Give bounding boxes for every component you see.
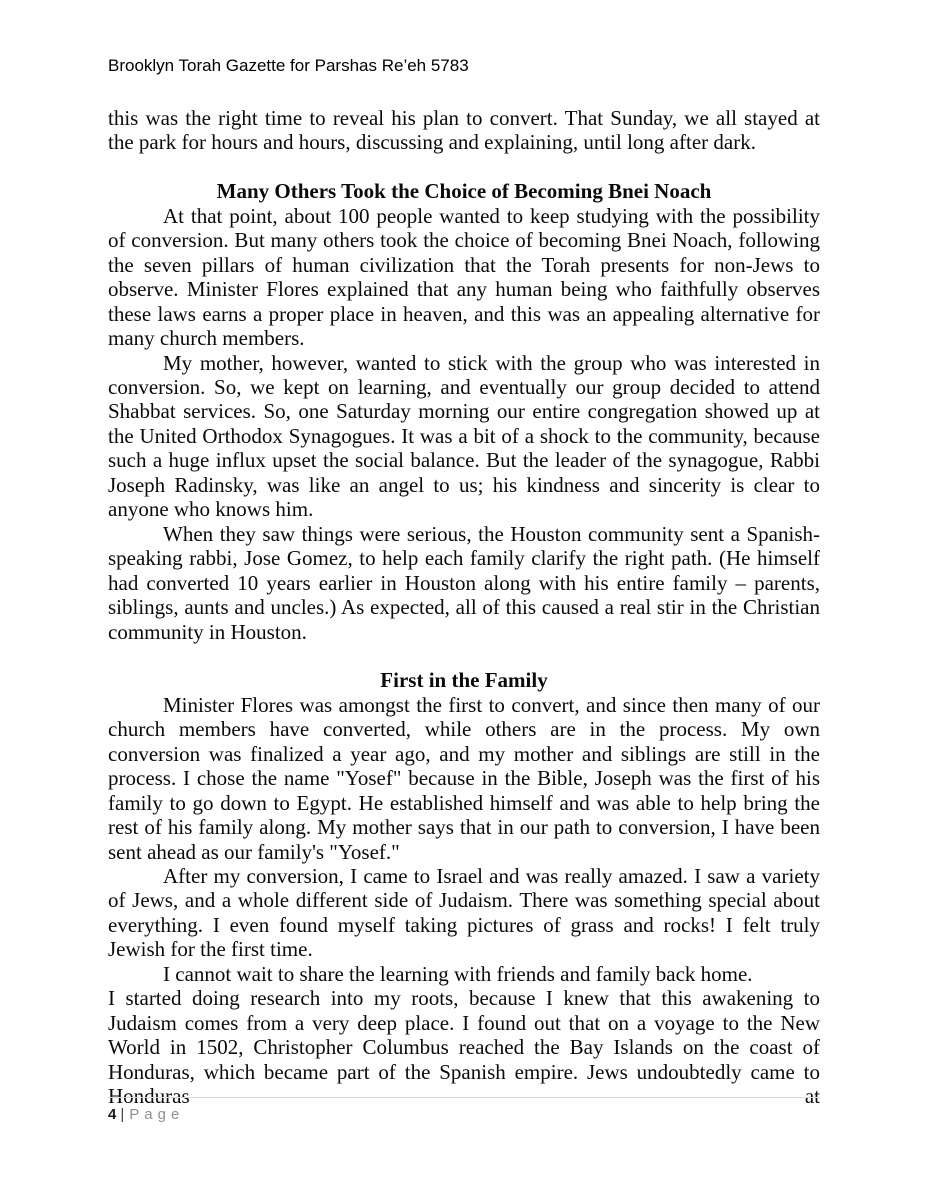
paragraph: Minister Flores was amongst the first to convert, and since then many of our church members have converted, while others are in the process. My own conversion was finalized a year ago, and my mother and siblings are still in the process. I chose the name "Yosef" because in the Bible, Joseph was the first of his family to go down to Egypt. He established himself and was able to help bring the rest of his family along. My mother says that in our path to conversion, I have been sent ahead as our family's "Yosef." [108,692,820,864]
paragraph: At that point, about 100 people wanted to keep studying with the possibility of conversion. But many others took the choice of becoming Bnei Noach, following the seven pillars of human civilization that the Torah presents for non-Jews to observe. Minister Flores explained that any human being who faithfully observes these laws earns a proper place in heaven, and this was an appealing alternative for many church members. [108,203,820,351]
paragraph: After my conversion, I came to Israel and was really amazed. I saw a variety of Jews, and a whole different side of Judaism. There was something special about everything. I even found myself taking pictures of grass and rocks! I felt truly Jewish for the first time. [108,864,820,962]
paragraph: I cannot wait to share the learning with friends and family back home. [163,961,753,986]
footer-divider [108,1097,820,1098]
page-footer [108,1105,184,1124]
paragraph: My mother, however, wanted to stick with the group who was interested in conversion. So, we kept on learning, and eventually our group decided to attend Shabbat services. So, one Saturday morning our entire congregation showed up at the United Orthodox Synagogues. It was a bit of a shock to the community, because such a huge influx upset the social balance. But the leader of the synagogue, Rabbi Joseph Radinsky, was like an angel to us; his kindness and sincerity is clear to anyone who knows him. [108,350,820,522]
paragraph: this was the right time to reveal his plan to convert. That Sunday, we all stayed at the park for hours and hours, discussing and explaining, until long after dark. [108,106,820,155]
page-number: 4 [108,1106,117,1123]
page-header: Brooklyn Torah Gazette for Parshas Re’eh 5783 [108,56,469,75]
section-heading: First in the Family [380,668,548,693]
page-label: Page [129,1106,185,1123]
paragraph: When they saw things were serious, the Houston community sent a Spanish-speaking rabbi, Jose Gomez, to help each family clarify the right path. (He himself had converted 10 years earlier in Houston along with his entire family – parents, siblings, aunts and uncles.) As expected, all of this caused a real stir in the Christian community in Houston. [108,521,820,644]
footer-separator: | [120,1106,125,1123]
document-body [108,106,820,1109]
section-heading: Many Others Took the Choice of Becoming Bnei Noach [216,179,712,204]
paragraph: I started doing research into my roots, because I knew that this awakening to Judaism comes from a very deep place. I found out that on a voyage to the New World in 1502, Christopher Columbus reached the Bay Islands on the coast of Honduras, which became part of the Spanish empire. Jews undoubtedly came to Honduras at [108,986,820,1109]
